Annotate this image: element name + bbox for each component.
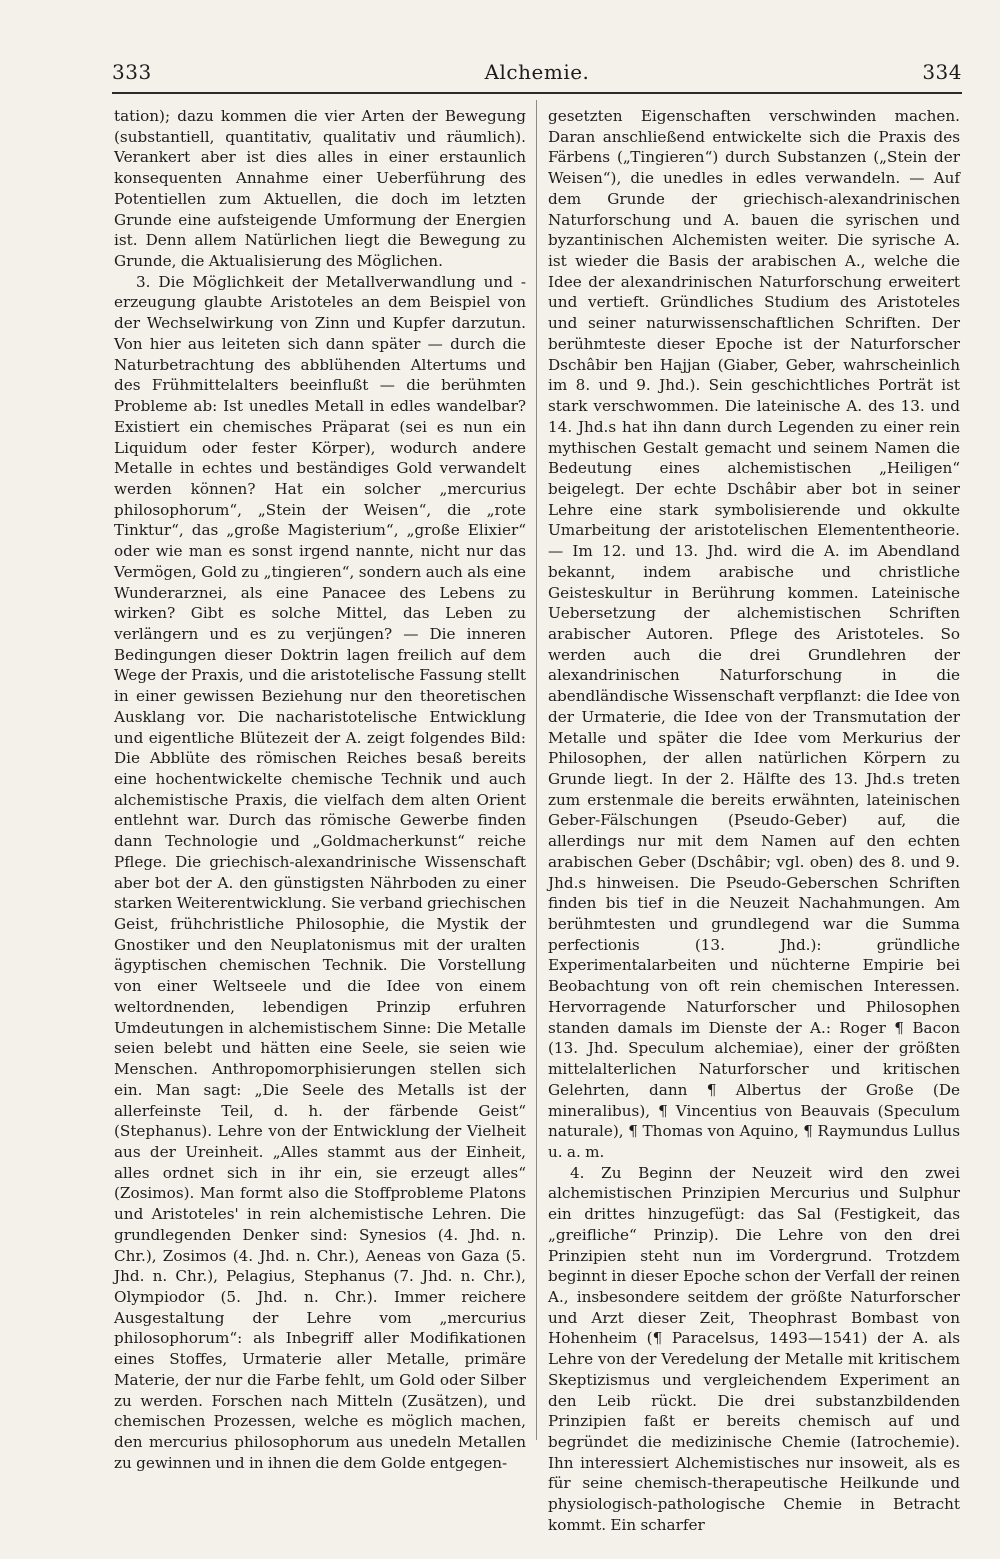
running-title: Alchemie.: [484, 60, 590, 84]
column-divider: [536, 100, 537, 1440]
running-header: [112, 60, 962, 90]
page-number-left: 333: [112, 60, 152, 84]
paragraph-left-1: tation); dazu kommen die vier Arten der Bewegung (substantiell, quantitativ, qualitativ und räumlich). Verankert aber ist dies alles in einer erstaunlich konsequenten Annahme einer Ueberführung des Potentiellen zum Aktuellen, die doch im letzten Grunde eine aufsteigende Umformung der Energien ist. Denn allem Natürlichen liegt die Bewegung zu Grunde, die Aktualisierung des Möglichen.: [114, 107, 526, 271]
paragraph-right-2: 4. Zu Beginn der Neuzeit wird den zwei alchemistischen Prinzipien Mercurius und Sulphur ein drittes hinzugefügt: das Sal (Festigkeit, das „greifliche“ Prinzip). Die Lehre von den drei Prinzipien steht nun im Vordergrund. Trotzdem beginnt in dieser Epoche schon der Verfall der reinen A., insbesondere seitdem der größte Naturforscher und Arzt dieser Zeit, Theophrast Bombast von Hohenheim (¶ Paracelsus, 1493—1541) der A. als Lehre von der Veredelung der Metalle mit kritischem Skeptizismus und vergleichendem Experiment an den Leib rückt. Die drei substanzbildenden Prinzipien faßt er bereits chemisch auf und begründet die medizinische Chemie (Iatrochemie). Ihn interessiert Alchemistisches nur insoweit, als es für seine chemisch-therapeutische Heilkunde und physiologisch-pathologische Chemie in Betracht kommt. Ein scharfer: [548, 1163, 960, 1534]
left-column: [114, 106, 526, 1473]
right-column: [548, 106, 960, 1536]
page-number-right: 334: [922, 60, 962, 84]
paragraph-right-1: gesetzten Eigenschaften verschwinden machen. Daran anschließend entwickelte sich die Praxis des Färbens („Tingieren“) durch Substanzen („Stein der Weisen“), die unedles in edles verwandeln. — Auf dem Grunde der griechisch-alexandrinischen Naturforschung und A. bauen die syrischen und byzantinischen Alchemisten weiter. Die syrische A. ist wieder die Basis der arabischen A., welche die Idee der alexandrinischen Naturforschung erweitert und vertieft. Gründliches Studium des Aristoteles und seiner naturwissenschaftlichen Schriften. Der berühmteste dieser Epoche ist der Naturforscher Dschâbir ben Hajjan (Giaber, Geber, wahrscheinlich im 8. und 9. Jhd.). Sein geschichtliches Porträt ist stark verschwommen. Die lateinische A. des 13. und 14. Jhd.s hat ihn dann durch Legenden zu einer rein mythischen Gestalt gemacht und seinem Namen die Bedeutung eines alchemistischen „Heiligen“ beigelegt. Der echte Dschâbir aber bot in seiner Lehre eine stark symbolisierende und okkulte Umarbeitung der aristotelischen Elemententheorie. — Im 12. und 13. Jhd. wird die A. im Abendland bekannt, indem arabische und christliche Geisteskultur in Berührung kommen. Lateinische Uebersetzung der alchemistischen Schriften arabischer Autoren. Pflege des Aristoteles. So werden auch die drei Grundlehren der alexandrinischen Naturforschung in die abendländische Wissenschaft verpflanzt: die Idee von der Urmaterie, die Idee von der Transmutation der Metalle und später die Idee vom Merkurius der Philosophen, der allen natürlichen Körpern zu Grunde liegt. In der 2. Hälfte des 13. Jhd.s treten zum erstenmale die bereits erwähnten, lateinischen Geber-Fälschungen (Pseudo-Geber) auf, die allerdings nur mit dem Namen auf den echten arabischen Geber (Dschâbir; vgl. oben) des 8. und 9. Jhd.s hinweisen. Die Pseudo-Geberschen Schriften finden bis tief in die Neuzeit Nachahmungen. Am berühmtesten und grundlegend war die Summa perfectionis (13. Jhd.): gründliche Experimentalarbeiten und nüchterne Empirie bei Beobachtung von oft rein chemischen Interessen. Hervorragende Naturforscher und Philosophen standen damals im Dienste der A.: Roger ¶ Bacon (13. Jhd. Speculum alchemiae), einer der größten mittelalterlichen Naturforscher und kritischen Gelehrten, dann ¶ Albertus der Große (De mineralibus), ¶ Vincentius von Beauvais (Speculum naturale), ¶ Thomas von Aquino, ¶ Raymundus Lullus u. a. m.: [548, 107, 960, 1161]
paragraph-left-2: 3. Die Möglichkeit der Metallverwandlung und -erzeugung glaubte Aristoteles an dem Beispiel von der Wechselwirkung von Zinn und Kupfer darzutun. Von hier aus leiteten sich dann später — durch die Naturbetrachtung des abblühenden Altertums und des Frühmittelalters beeinflußt — die berühmten Probleme ab: Ist unedles Metall in edles wandelbar? Existiert ein chemisches Präparat (sei es nun ein Liquidum oder fester Körper), wodurch andere Metalle in echtes und beständiges Gold verwandelt werden können? Hat ein solcher „mercurius philosophorum“, „Stein der Weisen“, die „rote Tinktur“, das „große Magisterium“, „große Elixier“ oder wie man es sonst irgend nannte, nicht nur das Vermögen, Gold zu „tingieren“, sondern auch als eine Wunderarznei, als eine Panacee des Lebens zu wirken? Gibt es solche Mittel, das Leben zu verlängern und es zu verjüngen? — Die inneren Bedingungen dieser Doktrin lagen freilich auf dem Wege der Praxis, und die aristotelische Fassung stellt in einer gewissen Beziehung nur den theoretischen Ausklang vor. Die nacharistotelische Entwicklung und eigentliche Blütezeit der A. zeigt folgendes Bild: Die Abblüte des römischen Reiches besaß bereits eine hochentwickelte chemische Technik und auch alchemistische Praxis, die vielfach dem alten Orient entlehnt war. Durch das römische Gewerbe finden dann Technologie und „Goldmacherkunst“ reiche Pflege. Die griechisch-alexandrinische Wissenschaft aber bot der A. den günstigsten Nährboden zu einer starken Weiterentwicklung. Sie verband griechischen Geist, frühchristliche Philosophie, die Mystik der Gnostiker und den Neuplatonismus mit der uralten ägyptischen chemischen Technik. Die Vorstellung von einer Weltseele und die Idee von einem weltordnenden, lebendigen Prinzip erfuhren Umdeutungen in alchemistischem Sinne: Die Metalle seien belebt und hätten eine Seele, sie seien wie Menschen. Anthropomorphisierungen stellen sich ein. Man sagt: „Die Seele des Metalls ist der allerfeinste Teil, d. h. der färbende Geist“ (Stephanus). Lehre von der Entwicklung der Vielheit aus der Ureinheit. „Alles stammt aus der Einheit, alles ordnet sich in ihr ein, sie erzeugt alles“ (Zosimos). Man formt also die Stoffprobleme Platons und Aristoteles' in rein alchemistische Lehren. Die grundlegenden Denker sind: Synesios (4. Jhd. n. Chr.), Zosimos (4. Jhd. n. Chr.), Aeneas von Gaza (5. Jhd. n. Chr.), Pelagius, Stephanus (7. Jhd. n. Chr.), Olympiodor (5. Jhd. n. Chr.). Immer reichere Ausgestaltung der Lehre vom „mercurius philosophorum“: als Inbegriff aller Modifikationen eines Stoffes, Urmaterie aller Metalle, primäre Materie, der nur die Farbe fehlt, um Gold oder Silber zu werden. Forschen nach Mitteln (Zusätzen), und chemischen Prozessen, welche es möglich machen, den mercurius philosophorum aus unedeln Metallen zu gewinnen und in ihnen die dem Golde entgegen-: [114, 272, 526, 1472]
header-rule: [112, 92, 962, 94]
